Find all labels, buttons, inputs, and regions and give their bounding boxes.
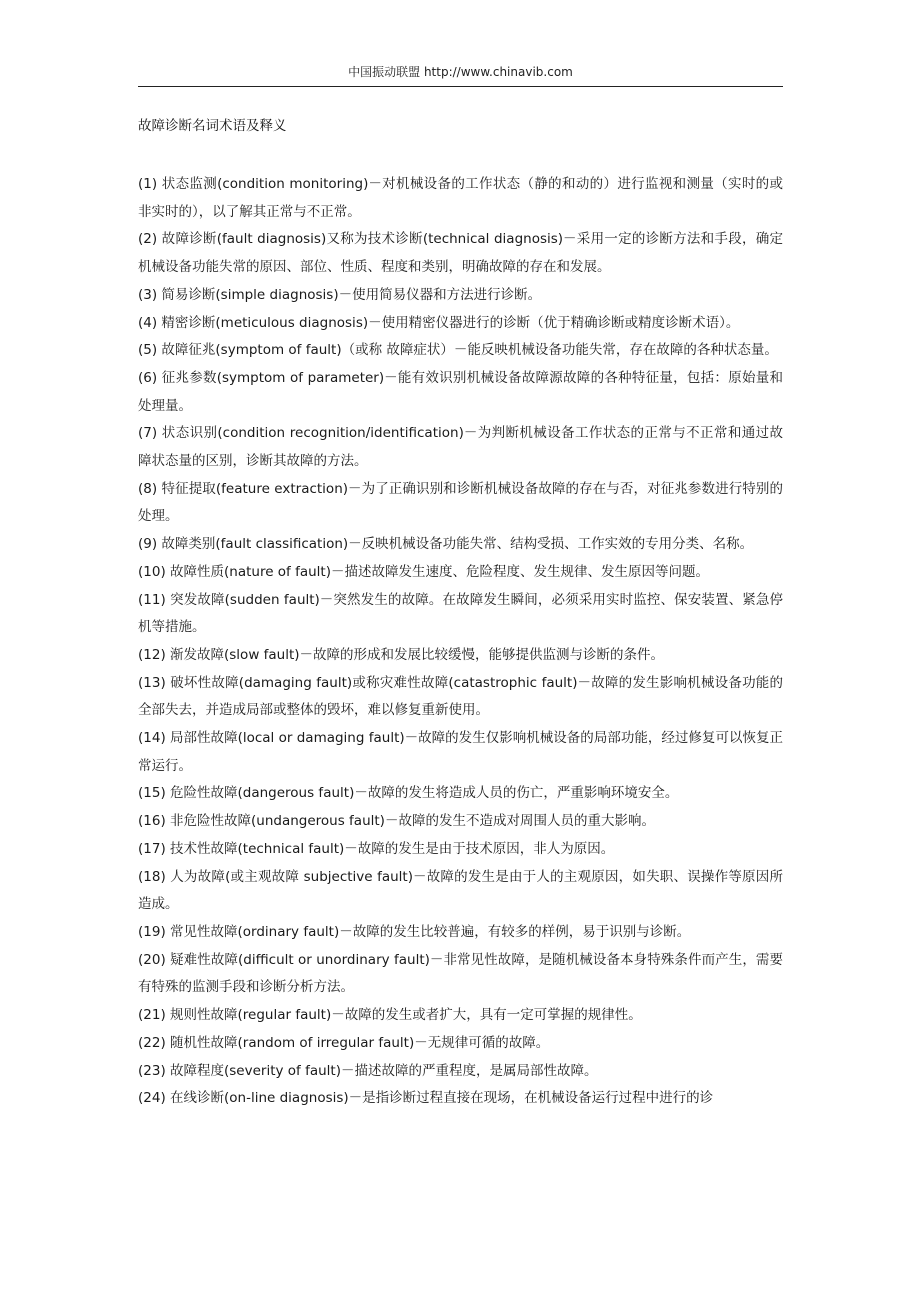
term-item: (16) 非危险性故障(undangerous fault)－故障的发生不造成对周围人员的重大影响。 [138, 813, 655, 830]
term-item: (8) 特征提取(feature extraction)－为了正确识别和诊断机械设备故障的存在与否，对征兆参数进行特别的处理。 [138, 480, 783, 525]
terms-list [138, 171, 783, 1113]
term-item: (19) 常见性故障(ordinary fault)－故障的发生比较普遍，有较多的样例，易于识别与诊断。 [138, 923, 691, 940]
term-item: (18) 人为故障(或主观故障 subjective fault)－故障的发生是由于人的主观原因，如失职、误操作等原因所造成。 [138, 868, 783, 913]
page-header [138, 62, 783, 87]
term-item: (1) 状态监测(condition monitoring)－对机械设备的工作状态（静的和动的）进行监视和测量（实时的或非实时的），以了解其正常与不正常。 [138, 176, 783, 220]
term-item: (20) 疑难性故障(difficult or unordinary fault)－非常见性故障，是随机械设备本身特殊条件而产生，需要有特殊的监测手段和诊断分析方法。 [138, 951, 783, 996]
term-item: (15) 危险性故障(dangerous fault)－故障的发生将造成人员的伤亡，严重影响环境安全。 [138, 785, 679, 802]
term-item: (23) 故障程度(severity of fault)－描述故障的严重程度，是属局部性故障。 [138, 1062, 598, 1079]
term-item: (9) 故障类别(fault classification)－反映机械设备功能失常、结构受损、工作实效的专用分类、名称。 [138, 536, 754, 553]
term-item: (3) 简易诊断(simple diagnosis)－使用简易仪器和方法进行诊断。 [138, 286, 542, 303]
term-item: (5) 故障征兆(symptom of fault)（或称 故障症状）－能反映机械设备功能失常，存在故障的各种状态量。 [138, 342, 778, 359]
term-item: (6) 征兆参数(symptom of parameter)－能有效识别机械设备故障源故障的各种特征量，包括：原始量和处理量。 [138, 369, 783, 414]
header-site-text: 中国振动联盟 http://www.chinavib.com [348, 65, 573, 79]
term-item: (24) 在线诊断(on-line diagnosis)－是指诊断过程直接在现场，在机械设备运行过程中进行的诊 [138, 1090, 714, 1107]
term-item: (13) 破坏性故障(damaging fault)或称灾难性故障(catastrophic fault)－故障的发生影响机械设备功能的全部失去，并造成局部或整体的毁坏，难以修复重新使用。 [138, 674, 783, 719]
term-item: (2) 故障诊断(fault diagnosis)又称为技术诊断(technical diagnosis)－采用一定的诊断方法和手段，确定机械设备功能失常的原因、部位、性质、程度和类别，明确故障的存在和发展。 [138, 231, 783, 276]
term-item: (17) 技术性故障(technical fault)－故障的发生是由于技术原因，非人为原因。 [138, 840, 615, 857]
term-item: (14) 局部性故障(local or damaging fault)－故障的发生仅影响机械设备的局部功能，经过修复可以恢复正常运行。 [138, 730, 783, 774]
term-item: (21) 规则性故障(regular fault)－故障的发生或者扩大，具有一定可掌握的规律性。 [138, 1007, 642, 1024]
term-item: (10) 故障性质(nature of fault)－描述故障发生速度、危险程度、发生规律、发生原因等问题。 [138, 563, 709, 580]
term-item: (7) 状态识别(condition recognition/identification)－为判断机械设备工作状态的正常与不正常和通过故障状态量的区别，诊断其故障的方法。 [138, 425, 783, 470]
term-item: (4) 精密诊断(meticulous diagnosis)－使用精密仪器进行的诊断（优于精确诊断或精度诊断术语）。 [138, 314, 740, 331]
term-item: (12) 渐发故障(slow fault)－故障的形成和发展比较缓慢，能够提供监测与诊断的条件。 [138, 646, 665, 663]
document-title: 故障诊断名词术语及释义 [138, 118, 287, 134]
term-item: (11) 突发故障(sudden fault)－突然发生的故障。在故障发生瞬间，必须采用实时监控、保安装置、紧急停机等措施。 [138, 591, 783, 636]
term-item: (22) 随机性故障(random of irregular fault)－无规律可循的故障。 [138, 1034, 550, 1051]
